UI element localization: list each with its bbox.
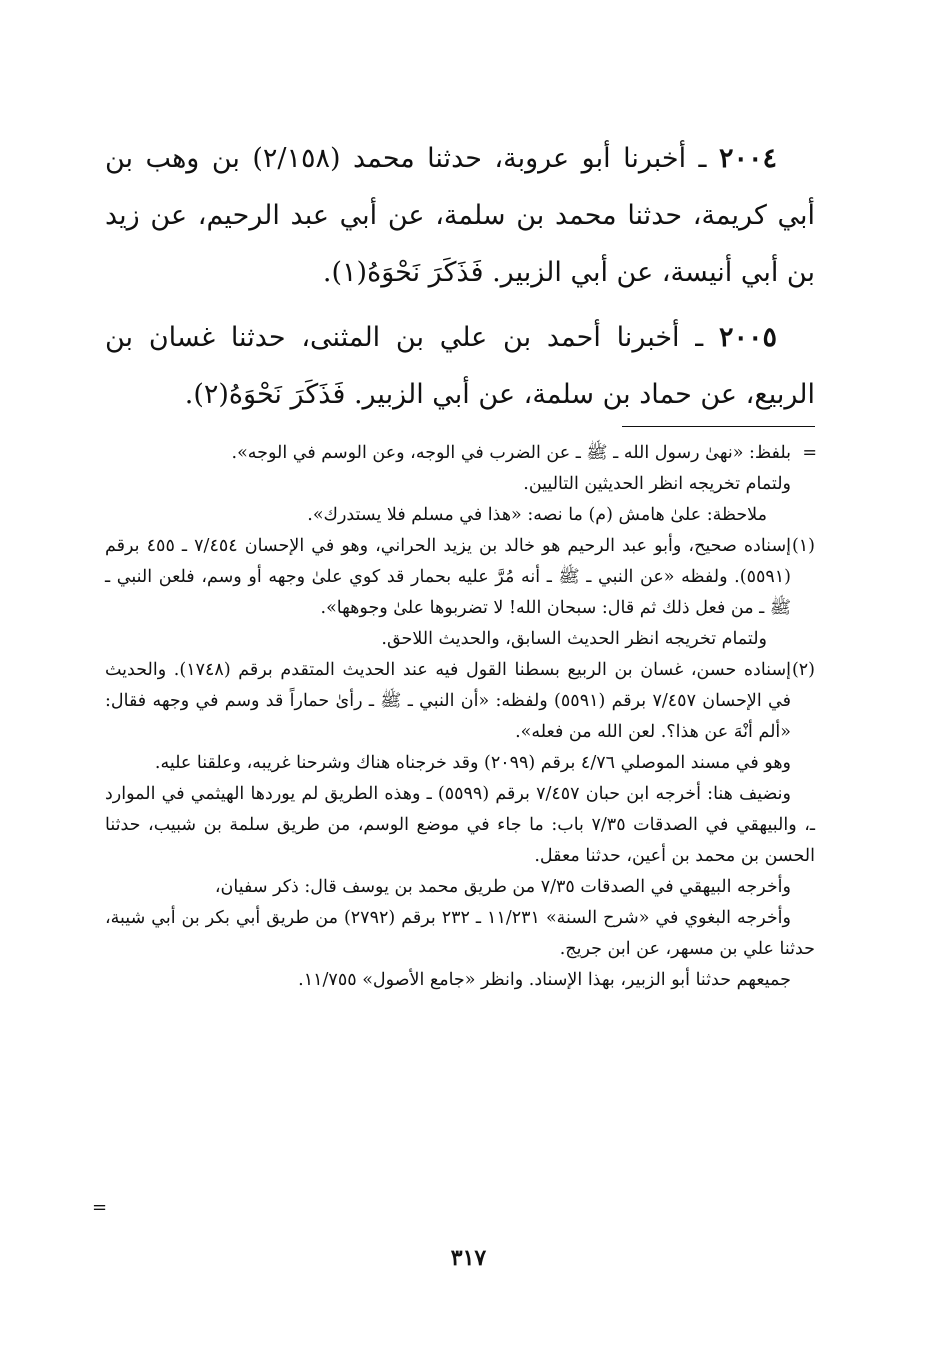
footnote-separator (622, 426, 815, 427)
hadith-2004 (105, 130, 815, 301)
footnote-marker: (١) (791, 536, 815, 556)
footnote-text: إسناده صحيح، وأبو عبد الرحيم هو خالد بن يزيد الحراني، وهو في الإحسان ٧/٤٥٤ ـ ٤٥٥ برقم (٥٥٩١). ولفظه «عن النبي ـ ﷺ ـ أنه مُرَّ عليه بحمار قد كوي علىٰ وجهه أو وسم، فلعن النبي ـ ﷺ ـ من فعل ذلك ثم قال: سبحان الله! لا تضربوها علىٰ وجوهها». (105, 536, 791, 618)
footnote-addition: ونضيف هنا: أخرجه ابن حبان ٧/٤٥٧ برقم (٥٥٩٩) ـ وهذه الطريق لم يوردها الهيثمي في الموارد ـ، والبيهقي في الصدقات ٧/٣٥ باب: ما جاء في موضع الوسم، من طريق سلمة بن شبيب، حدثنا الحسن بن محمد بن أعين، حدثنا معقل. (105, 784, 815, 866)
footnote-remark: ملاحظة: علىٰ هامش (م) ما نصه: «هذا في مسلم فلا يستدرك». (307, 505, 767, 525)
hadith-text: ـ أخبرنا أبو عروبة، حدثنا محمد (٢/١٥٨) بن وهب بن أبي كريمة، حدثنا محمد بن سلمة، عن أبي عبد الرحيم، عن زيد بن أبي أنيسة، عن أبي الزبير. فَذَكَرَ نَحْوَهُ(١). (105, 143, 815, 288)
footnote-continuation: = بلفظ: «نهىٰ رسول الله ـ ﷺ ـ عن الضرب في الوجه، وعن الوسم في الوجه». (105, 438, 815, 469)
footnotes (105, 438, 815, 996)
footnote-addition: وأخرجه البيهقي في الصدقات ٧/٣٥ من طريق محمد بن يوسف قال: ذكر سفيان، (214, 877, 791, 897)
footnote-marker: (٢) (791, 660, 815, 680)
footnote-1 (105, 531, 815, 624)
footnote-2-extra: وهو في مسند الموصلي ٤/٧٦ برقم (٢٠٩٩) وقد خرجناه هناك وشرحنا غريبه، وعلقنا عليه. (154, 753, 791, 773)
footnote-addition: جميعهم حدثنا أبو الزبير، بهذا الإسناد. وانظر «جامع الأصول» ١١/٧٥٥. (298, 970, 791, 990)
footnote-addition: وأخرجه البغوي في «شرح السنة» ١١/٢٣١ ـ ٢٣٢ برقم (٢٧٩٢) من طريق أبي بكر بن أبي شيبة، حدثنا علي بن مسهر، عن ابن جريج. (105, 908, 815, 959)
footnote-continuation-line: ولتمام تخريجه انظر الحديثين التاليين. (523, 474, 791, 494)
main-text (105, 130, 815, 431)
footnote-2 (105, 655, 815, 748)
hadith-number: ٢٠٠٤ (718, 143, 777, 174)
hadith-2005 (105, 309, 815, 423)
footnote-text: إسناده حسن، غسان بن الربيع بسطنا القول فيه عند الحديث المتقدم برقم (١٧٤٨). والحديث في الإحسان ٧/٤٥٧ برقم (٥٥٩١) ولفظه: «أن النبي ـ ﷺ ـ رأىٰ حماراً قد وسم في وجهه فقال: «ألم أنْهَ عن هذا؟. لعن الله من فعله». (105, 660, 791, 742)
continuation-mark: = (802, 443, 817, 463)
hadith-text: ـ أخبرنا أحمد بن علي بن المثنى، حدثنا غسان بن الربيع، عن حماد بن سلمة، عن أبي الزبير. فَذَكَرَ نَحْوَهُ(٢). (105, 322, 815, 410)
end-continuation-mark: = (92, 1197, 108, 1218)
page-number: ٣١٧ (450, 1245, 487, 1271)
footnote-1-extra: ولتمام تخريجه انظر الحديث السابق، والحديث اللاحق. (381, 629, 767, 649)
hadith-number: ٢٠٠٥ (718, 322, 777, 353)
